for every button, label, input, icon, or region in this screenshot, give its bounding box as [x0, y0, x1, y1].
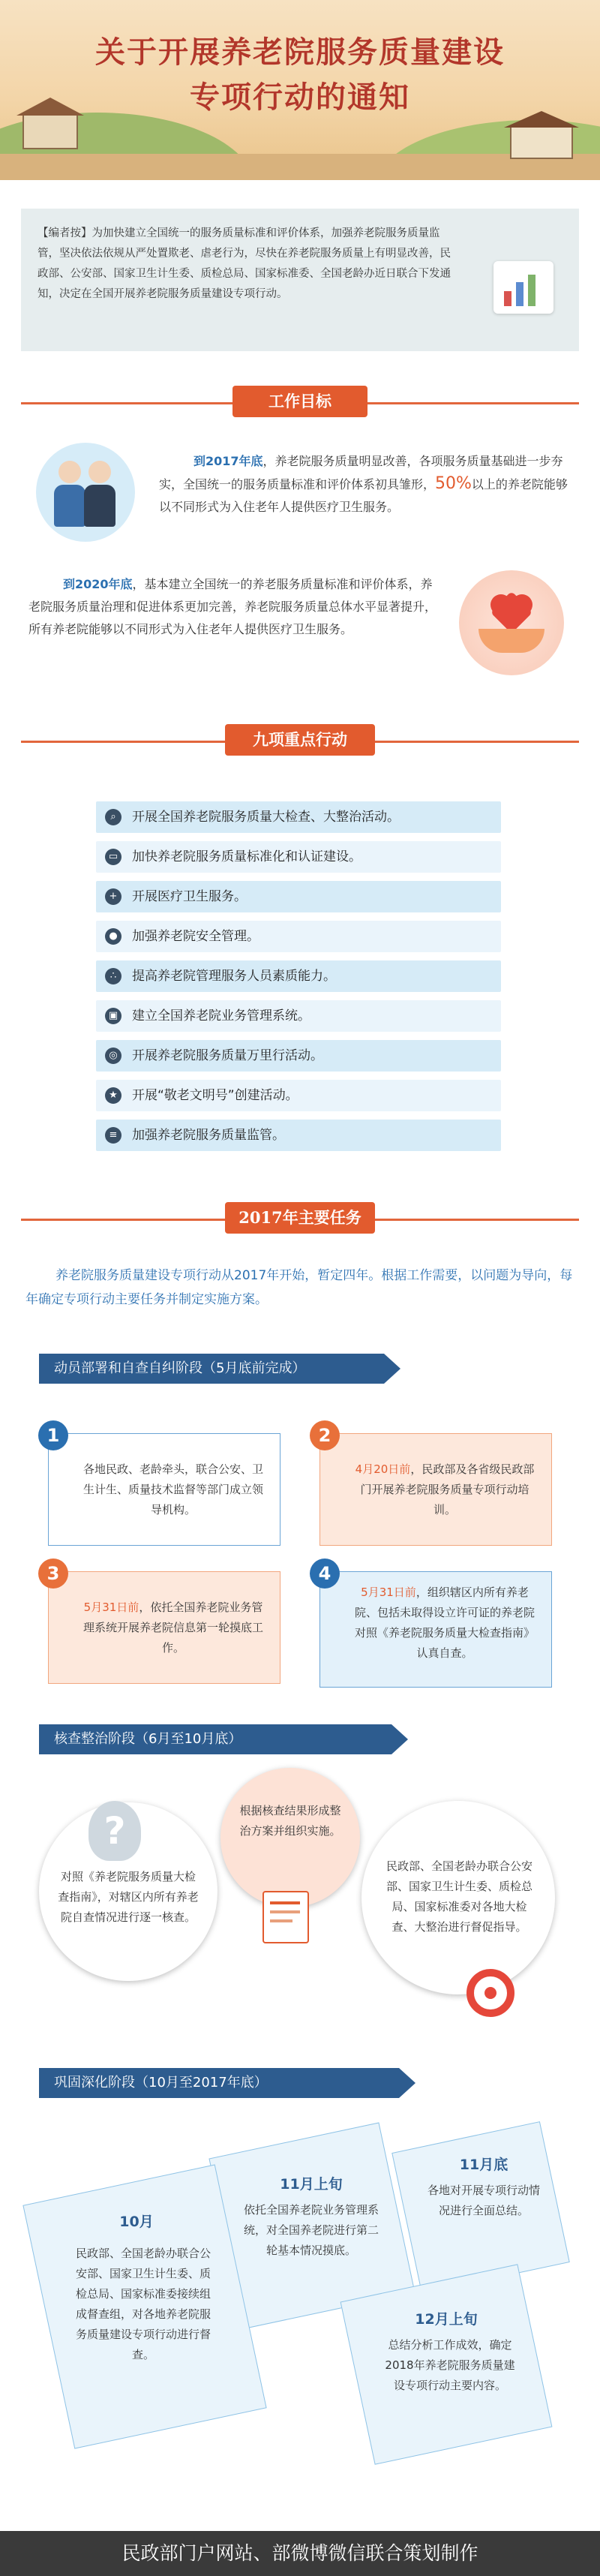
task-card [318, 1425, 552, 1546]
section-heading-tasks: 2017年主要任务 [225, 1202, 375, 1234]
action-label: 开展医疗卫生服务。 [132, 889, 247, 904]
action-label: 加强养老院服务质量监管。 [132, 1128, 285, 1143]
task-text: ，组织辖区内所有养老院、包括未取得设立许可证的养老院对照《养老院服务质量大检查指南》认真自查。 [354, 1586, 535, 1660]
timeline-date: 10月 [119, 2214, 154, 2230]
task-card [318, 1563, 552, 1688]
timeline-text: 各地对开展专项行动情况进行全面总结。 [428, 2184, 541, 2217]
goal-2020-text: ，基本建立全国统一的养老服务质量标准和评价体系，养老院服务质量治理和促进体系更加完善，养老院服务质量总体水平显著提升，所有养老院能够以不同形式为入住老年人提供医疗卫生服务。 [28, 577, 437, 636]
timeline-text: 总结分析工作成效，确定2018年养老院服务质量建设专项行动主要内容。 [385, 2338, 515, 2392]
timeline-text: 依托全国养老院业务管理系统，对全国养老院进行第二轮基本情况摸底。 [244, 2203, 380, 2257]
task-text: 各地民政、老龄牵头，联合公安、卫生计生、质量技术监督等部门成立领导机构。 [82, 1462, 263, 1516]
task-number: 3 [38, 1559, 68, 1589]
action-label: 开展全国养老院服务质量大检查、大整治活动。 [132, 810, 400, 825]
action-item [96, 1040, 501, 1072]
phase-banner: 巩固深化阶段（10月至2017年底） [39, 2068, 399, 2098]
section-heading-actions: 九项重点行动 [225, 724, 375, 756]
section-heading-goals: 工作目标 [232, 386, 368, 417]
action-item [96, 1080, 501, 1111]
action-item [96, 960, 501, 992]
goal-2017-year: 到2017年底 [194, 454, 263, 468]
task-date: 4月20日前 [355, 1462, 411, 1476]
task-number: 4 [310, 1559, 340, 1589]
action-label: 提高养老院管理服务人员素质能力。 [132, 969, 336, 984]
action-item [96, 1120, 501, 1151]
task-date: 5月31日前 [361, 1586, 416, 1599]
timeline-text: 民政部、全国老龄办联合公安部、国家卫生计生委、质检总局、国家标准委接续组成督查组，对各地养老院服务质量建设专项行动进行督查。 [75, 2247, 211, 2361]
id-card-icon: ▭ [105, 849, 122, 865]
person-search-icon: ⌕ [105, 809, 122, 825]
page-title-line2: 专项行动的通知 [190, 80, 410, 115]
task-number: 1 [38, 1420, 68, 1450]
list-icon: ≡ [105, 1127, 122, 1144]
medical-icon: + [105, 888, 122, 905]
action-item [96, 921, 501, 952]
goal-2017-text-b: 以上的养老院能够以不同形式为入住老年人提供医疗卫生服务。 [159, 477, 568, 514]
timeline-date: 11月上旬 [280, 2176, 343, 2193]
task-text-block [350, 1583, 539, 1664]
action-item [96, 801, 501, 833]
phase-banner: 动员部署和自查自纠阶段（5月底前完成） [39, 1354, 384, 1384]
action-label: 开展养老院服务质量万里行活动。 [132, 1048, 323, 1063]
document-chart-icon [494, 261, 554, 314]
task-card [46, 1563, 280, 1684]
action-label: 加强养老院安全管理。 [132, 929, 260, 944]
people-icon: ∴ [105, 968, 122, 984]
timeline-date: 12月上旬 [415, 2311, 478, 2328]
action-item [96, 1000, 501, 1032]
question-head-icon: ? [88, 1801, 141, 1861]
elderly-couple-icon [36, 443, 135, 542]
tasks-intro: 养老院服务质量建设专项行动从2017年开始，暂定四年。根据工作需要，以问题为导向，每年确定专项行动主要任务并制定实施方案。 [26, 1268, 573, 1307]
task-text-block [79, 1598, 268, 1658]
goal-2020-paragraph [28, 573, 437, 641]
editor-note-text: 【编者按】为加快建立全国统一的服务质量标准和评价体系，加强养老院服务质量监管，坚决依法依规从严处置欺老、虐老行为，尽快在养老院服务质量上有明显改善，民政部、公安部、国家卫生计生委、质检总局、国家标准委、全国老龄办近日联合下发通知，决定在全国开展养老院服务质量建设专项行动。 [38, 227, 451, 300]
system-icon: ▣ [105, 1008, 122, 1024]
goal-2017-text-a: ，养老院服务质量明显改善，各项服务质量基础进一步夯实，全国统一的服务质量标准和评价体系初具雏形， [159, 454, 563, 491]
action-item [96, 841, 501, 873]
task-text: ，民政部及各省级民政部门开展养老院服务质量专项行动培训。 [360, 1462, 535, 1516]
lock-icon: ● [105, 928, 122, 945]
phase2-middle-text: 根据核查结果形成整治方案并组织实施。 [239, 1804, 341, 1838]
phase2-right-text: 民政部、全国老龄办联合公安部、国家卫生计生委、质检总局、国家标准委对各地大检查、大整治进行督促指导。 [386, 1859, 532, 1934]
task-number: 2 [310, 1420, 340, 1450]
action-label: 开展“敬老文明号”创建活动。 [132, 1088, 298, 1103]
target-icon [466, 1969, 514, 2017]
goal-2017-percent: 50% [435, 474, 472, 493]
medal-icon: ★ [105, 1087, 122, 1104]
document-icon [262, 1891, 309, 1943]
action-item [96, 881, 501, 912]
phase2-left-text: 对照《养老院服务质量大检查指南》，对辖区内所有养老院自查情况进行逐一核查。 [58, 1870, 199, 1924]
goal-2020-year: 到2020年底 [63, 577, 133, 591]
task-date: 5月31日前 [83, 1601, 140, 1614]
task-card [46, 1425, 280, 1546]
goal-2017-paragraph [159, 450, 575, 519]
action-label: 建立全国养老院业务管理系统。 [132, 1008, 310, 1023]
task-text-block [350, 1459, 539, 1520]
heart-hands-icon [459, 570, 564, 675]
footer-credit: 民政部门户网站、部微博微信联合策划制作 [0, 2531, 600, 2576]
timeline-date: 11月底 [459, 2157, 508, 2173]
house-left-graphic [22, 113, 78, 149]
globe-icon: ◎ [105, 1048, 122, 1064]
task-text: ，依托全国养老院业务管理系统开展养老院信息第一轮摸底工作。 [82, 1601, 263, 1655]
editor-note [21, 209, 579, 351]
page-title-line1: 关于开展养老院服务质量建设 [95, 35, 505, 70]
phase-banner: 核查整治阶段（6月至10月底） [39, 1724, 392, 1754]
hero-banner [0, 0, 600, 180]
house-right-graphic [510, 126, 573, 159]
action-label: 加快养老院服务质量标准化和认证建设。 [132, 849, 362, 864]
